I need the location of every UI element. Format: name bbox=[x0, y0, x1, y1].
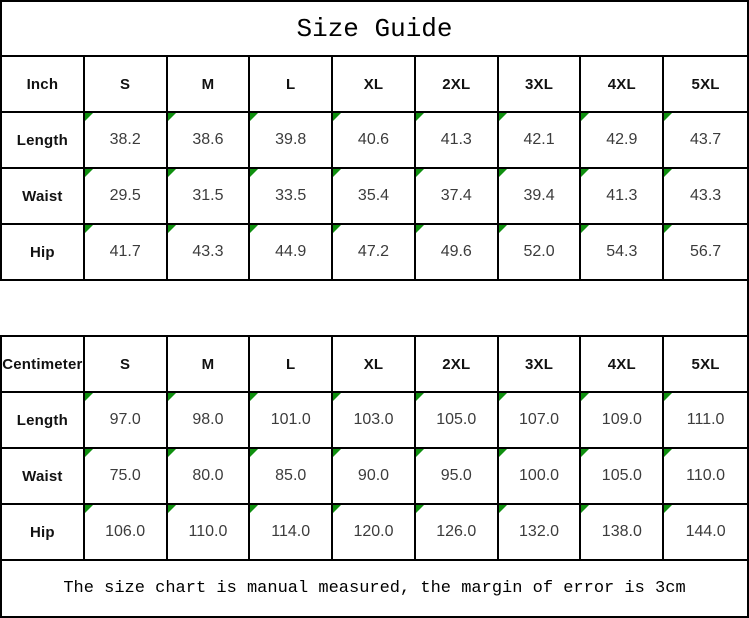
cell-corner-marker-icon bbox=[333, 113, 341, 121]
row-label-waist: Waist bbox=[2, 449, 85, 503]
value-text: 41.3 bbox=[606, 187, 638, 204]
value-text: 42.9 bbox=[606, 131, 638, 148]
value-cell bbox=[499, 505, 582, 559]
value-text: 41.7 bbox=[109, 243, 141, 260]
inch-size-header-l: L bbox=[250, 57, 333, 111]
cell-corner-marker-icon bbox=[333, 449, 341, 457]
value-text: 106.0 bbox=[105, 523, 146, 540]
value-text: 54.3 bbox=[606, 243, 638, 260]
value-text: 101.0 bbox=[270, 411, 311, 428]
cm-size-header-3xl: 3XL bbox=[499, 337, 582, 391]
cell-corner-marker-icon bbox=[416, 505, 424, 513]
value-text: 126.0 bbox=[436, 523, 477, 540]
cell-corner-marker-icon bbox=[250, 449, 258, 457]
value-cell bbox=[333, 169, 416, 223]
cell-corner-marker-icon bbox=[581, 505, 589, 513]
value-cell bbox=[499, 113, 582, 167]
cm-size-header-2xl: 2XL bbox=[416, 337, 499, 391]
cell-corner-marker-icon bbox=[333, 393, 341, 401]
page-title: Size Guide bbox=[296, 13, 453, 44]
value-cell bbox=[416, 169, 499, 223]
value-text: 97.0 bbox=[109, 411, 141, 428]
cell-corner-marker-icon bbox=[499, 505, 507, 513]
cell-corner-marker-icon bbox=[581, 393, 589, 401]
cell-corner-marker-icon bbox=[333, 505, 341, 513]
inch-size-header-4xl: 4XL bbox=[581, 57, 664, 111]
cell-corner-marker-icon bbox=[416, 169, 424, 177]
value-cell bbox=[416, 113, 499, 167]
row-label-waist: Waist bbox=[2, 169, 85, 223]
cell-corner-marker-icon bbox=[250, 393, 258, 401]
cell-corner-marker-icon bbox=[664, 113, 672, 121]
value-cell bbox=[416, 449, 499, 503]
value-cell bbox=[333, 505, 416, 559]
cell-corner-marker-icon bbox=[664, 505, 672, 513]
value-cell bbox=[416, 225, 499, 279]
cell-corner-marker-icon bbox=[499, 393, 507, 401]
cell-corner-marker-icon bbox=[168, 505, 176, 513]
value-text: 107.0 bbox=[519, 411, 560, 428]
centimeter-header-row bbox=[0, 337, 749, 393]
value-text: 42.1 bbox=[523, 131, 555, 148]
value-cell bbox=[499, 169, 582, 223]
value-cell bbox=[499, 449, 582, 503]
value-text: 56.7 bbox=[690, 243, 722, 260]
value-text: 80.0 bbox=[192, 467, 224, 484]
value-text: 109.0 bbox=[601, 411, 642, 428]
value-cell bbox=[581, 225, 664, 279]
value-cell bbox=[664, 225, 747, 279]
value-cell bbox=[168, 169, 251, 223]
value-cell bbox=[664, 393, 747, 447]
cell-corner-marker-icon bbox=[85, 393, 93, 401]
value-cell bbox=[85, 505, 168, 559]
cell-corner-marker-icon bbox=[85, 449, 93, 457]
inch-size-header-2xl: 2XL bbox=[416, 57, 499, 111]
value-text: 132.0 bbox=[519, 523, 560, 540]
value-text: 90.0 bbox=[357, 467, 390, 484]
value-text: 33.5 bbox=[275, 187, 307, 204]
row-label-length: Length bbox=[2, 113, 85, 167]
value-text: 105.0 bbox=[601, 467, 642, 484]
cell-corner-marker-icon bbox=[664, 449, 672, 457]
inch-waist-row bbox=[0, 169, 749, 225]
cell-corner-marker-icon bbox=[664, 169, 672, 177]
cell-corner-marker-icon bbox=[333, 225, 341, 233]
cell-corner-marker-icon bbox=[664, 393, 672, 401]
value-cell bbox=[85, 393, 168, 447]
cell-corner-marker-icon bbox=[664, 225, 672, 233]
value-cell bbox=[499, 393, 582, 447]
value-text: 120.0 bbox=[353, 523, 394, 540]
cell-corner-marker-icon bbox=[85, 505, 93, 513]
row-label-hip: Hip bbox=[2, 505, 85, 559]
cm-waist-row bbox=[0, 449, 749, 505]
value-text: 111.0 bbox=[686, 411, 725, 428]
cell-corner-marker-icon bbox=[499, 169, 507, 177]
value-cell bbox=[168, 505, 251, 559]
value-cell bbox=[168, 225, 251, 279]
value-cell bbox=[581, 505, 664, 559]
value-cell bbox=[250, 225, 333, 279]
cell-corner-marker-icon bbox=[250, 169, 258, 177]
cm-size-header-s: S bbox=[85, 337, 168, 391]
value-text: 105.0 bbox=[436, 411, 477, 428]
cm-size-header-xl: XL bbox=[333, 337, 416, 391]
value-text: 95.0 bbox=[440, 467, 472, 484]
value-cell bbox=[250, 505, 333, 559]
value-text: 38.2 bbox=[109, 131, 141, 148]
value-cell bbox=[499, 225, 582, 279]
cell-corner-marker-icon bbox=[85, 113, 93, 121]
cell-corner-marker-icon bbox=[581, 449, 589, 457]
cell-corner-marker-icon bbox=[499, 113, 507, 121]
value-text: 40.6 bbox=[357, 131, 390, 148]
value-text: 39.8 bbox=[275, 131, 307, 148]
value-cell bbox=[85, 113, 168, 167]
cell-corner-marker-icon bbox=[416, 449, 424, 457]
value-cell bbox=[250, 113, 333, 167]
value-text: 47.2 bbox=[357, 243, 390, 260]
table-spacer-row bbox=[0, 281, 749, 337]
value-cell bbox=[333, 449, 416, 503]
value-cell bbox=[581, 113, 664, 167]
value-cell bbox=[581, 393, 664, 447]
value-text: 43.3 bbox=[690, 187, 722, 204]
value-cell bbox=[333, 225, 416, 279]
cm-size-header-m: M bbox=[168, 337, 251, 391]
value-cell bbox=[333, 393, 416, 447]
value-text: 44.9 bbox=[275, 243, 307, 260]
inch-unit-label: Inch bbox=[2, 57, 85, 111]
cell-corner-marker-icon bbox=[168, 225, 176, 233]
value-cell bbox=[85, 449, 168, 503]
cell-corner-marker-icon bbox=[168, 113, 176, 121]
value-cell bbox=[333, 113, 416, 167]
inch-length-row bbox=[0, 113, 749, 169]
value-text: 138.0 bbox=[601, 523, 642, 540]
cell-corner-marker-icon bbox=[581, 225, 589, 233]
value-text: 43.7 bbox=[690, 131, 722, 148]
cell-corner-marker-icon bbox=[85, 169, 93, 177]
value-text: 85.0 bbox=[275, 467, 307, 484]
value-text: 110.0 bbox=[188, 523, 228, 540]
cell-corner-marker-icon bbox=[416, 113, 424, 121]
cm-length-row bbox=[0, 393, 749, 449]
cell-corner-marker-icon bbox=[499, 449, 507, 457]
title-row bbox=[0, 0, 749, 57]
value-cell bbox=[416, 393, 499, 447]
cell-corner-marker-icon bbox=[250, 113, 258, 121]
value-text: 35.4 bbox=[357, 187, 390, 204]
value-cell bbox=[416, 505, 499, 559]
value-cell bbox=[664, 169, 747, 223]
value-text: 49.6 bbox=[440, 243, 472, 260]
value-text: 144.0 bbox=[685, 523, 726, 540]
footer-row bbox=[0, 561, 749, 618]
inch-size-header-xl: XL bbox=[333, 57, 416, 111]
cm-hip-row bbox=[0, 505, 749, 561]
value-cell bbox=[664, 505, 747, 559]
value-text: 43.3 bbox=[192, 243, 224, 260]
cell-corner-marker-icon bbox=[416, 225, 424, 233]
value-text: 38.6 bbox=[192, 131, 224, 148]
value-cell bbox=[168, 113, 251, 167]
row-label-length: Length bbox=[2, 393, 85, 447]
cell-corner-marker-icon bbox=[581, 169, 589, 177]
value-cell bbox=[250, 449, 333, 503]
inch-hip-row bbox=[0, 225, 749, 281]
cell-corner-marker-icon bbox=[499, 225, 507, 233]
cell-corner-marker-icon bbox=[168, 169, 176, 177]
value-text: 41.3 bbox=[440, 131, 472, 148]
cm-size-header-5xl: 5XL bbox=[691, 355, 720, 373]
inch-size-header-m: M bbox=[168, 57, 251, 111]
centimeter-unit-label: Centimeter bbox=[2, 337, 85, 391]
value-text: 39.4 bbox=[523, 187, 555, 204]
inch-size-header-5xl: 5XL bbox=[691, 75, 720, 93]
value-text: 75.0 bbox=[109, 467, 141, 484]
value-cell bbox=[168, 449, 251, 503]
cell-corner-marker-icon bbox=[85, 225, 93, 233]
cell-corner-marker-icon bbox=[581, 113, 589, 121]
measurement-note: The size chart is manual measured, the margin of error is 3cm bbox=[63, 579, 686, 598]
value-cell bbox=[664, 449, 747, 503]
value-text: 52.0 bbox=[523, 243, 555, 260]
value-text: 29.5 bbox=[109, 187, 141, 204]
value-text: 103.0 bbox=[353, 411, 394, 428]
value-cell bbox=[664, 113, 747, 167]
inch-header-row bbox=[0, 57, 749, 113]
row-label-hip: Hip bbox=[2, 225, 85, 279]
value-cell bbox=[250, 169, 333, 223]
value-text: 110.0 bbox=[686, 467, 726, 484]
cell-corner-marker-icon bbox=[250, 225, 258, 233]
cell-corner-marker-icon bbox=[333, 169, 341, 177]
cell-corner-marker-icon bbox=[168, 393, 176, 401]
cm-size-header-l: L bbox=[250, 337, 333, 391]
value-cell bbox=[250, 393, 333, 447]
value-text: 100.0 bbox=[519, 467, 560, 484]
value-text: 37.4 bbox=[440, 187, 472, 204]
value-cell bbox=[85, 169, 168, 223]
inch-size-header-3xl: 3XL bbox=[499, 57, 582, 111]
value-cell bbox=[581, 169, 664, 223]
inch-size-header-s: S bbox=[85, 57, 168, 111]
value-text: 98.0 bbox=[192, 411, 224, 428]
value-cell bbox=[85, 225, 168, 279]
value-cell bbox=[581, 449, 664, 503]
value-text: 114.0 bbox=[271, 523, 311, 540]
cell-corner-marker-icon bbox=[168, 449, 176, 457]
value-text: 31.5 bbox=[192, 187, 224, 204]
value-cell bbox=[168, 393, 251, 447]
cell-corner-marker-icon bbox=[250, 505, 258, 513]
cm-size-header-4xl: 4XL bbox=[581, 337, 664, 391]
cell-corner-marker-icon bbox=[416, 393, 424, 401]
